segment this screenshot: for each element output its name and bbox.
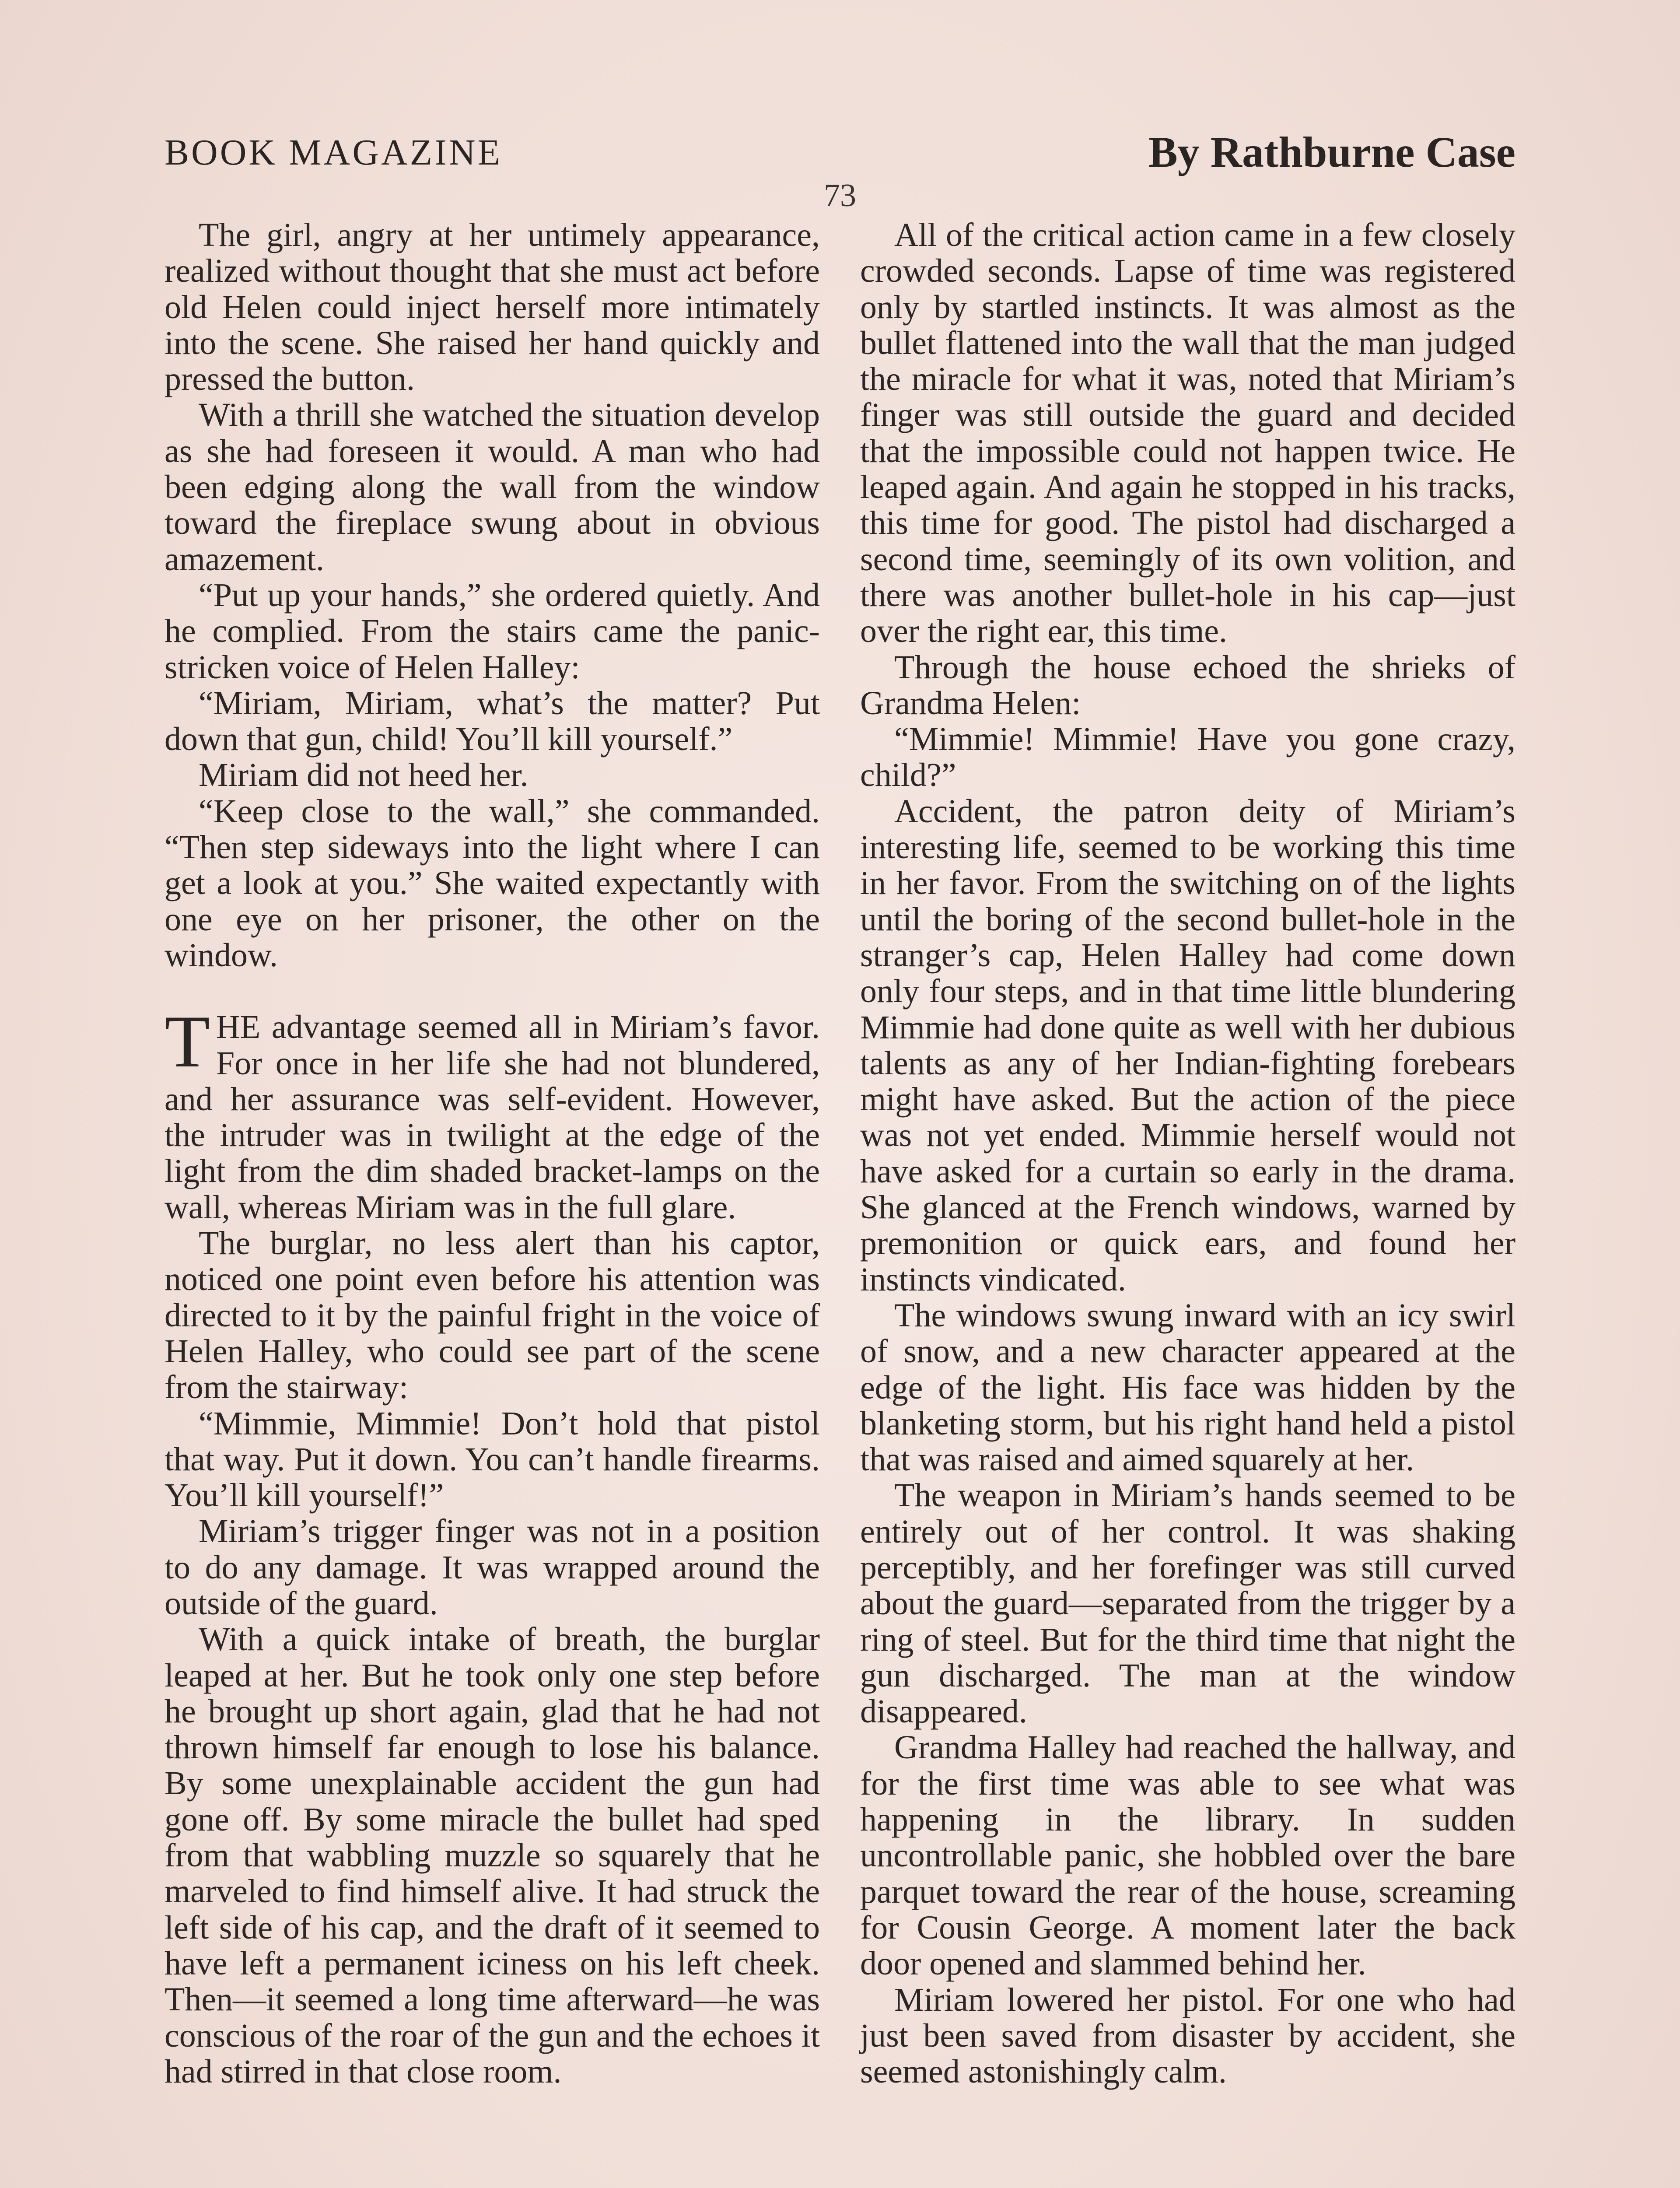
- paragraph: The windows swung inward with an icy swirl of snow, and a new character appeared at the edge of the light. His face was hidden by the blanketing storm, but his right hand held a pistol that was raised and aimed squarely at her.: [860, 1297, 1516, 1478]
- paragraph: “Mimmie! Mimmie! Have you gone crazy, child?”: [860, 721, 1516, 794]
- paragraph: Miriam lowered her pistol. For one who had just been saved from disaster by accident, she seemed astonishingly calm.: [860, 1981, 1516, 2090]
- section-opening-text: HE advantage seemed all in Miriam’s favor. For once in her life she had not blundered, and her assurance was self-evident. However, the intruder was in twilight at the edge of the light from the dim shaded bracket-lamps on the wall, whereas Miriam was in the full glare.: [164, 1009, 820, 1226]
- paragraph: “Keep close to the wall,” she commanded. “Then step sideways into the light where I can get a look at you.” She waited expectantly with one eye on her prisoner, the other on the window.: [164, 792, 820, 974]
- paragraph: “Mimmie, Mimmie! Don’t hold that pistol that way. Put it down. You can’t handle firearms. You’ll kill yourself!”: [164, 1405, 820, 1514]
- paragraph: Miriam’s trigger finger was not in a position to do any damage. It was wrapped around the outside of the guard.: [164, 1513, 820, 1622]
- drop-cap: T: [164, 1000, 210, 1083]
- page-header: [164, 127, 1516, 184]
- paragraph: “Put up your hands,” she ordered quietly. And he complied. From the stairs came the panic-stricken voice of Helen Halley:: [164, 576, 820, 686]
- paragraph: The burglar, no less alert than his captor, noticed one point even before his attention was directed to it by the painful fright in the voice of Helen Halley, who could see part of the scene from the stairway:: [164, 1225, 820, 1406]
- paragraph: Grandma Halley had reached the hallway, and for the first time was able to see what was happening in the library. In sudden uncontrollable panic, she hobbled over the bare parquet toward the rear of the house, screaming for Cousin George. A moment later the back door opened and slammed behind her.: [860, 1729, 1516, 1982]
- paragraph: With a thrill she watched the situation develop as she had foreseen it would. A man who had been edging along the wall from the window toward the fireplace swung about in obvious amazement.: [164, 396, 820, 578]
- author-byline: By Rathburne Case: [1148, 128, 1516, 176]
- left-column: [164, 217, 820, 2090]
- paragraph: All of the critical action came in a few closely crowded seconds. Lapse of time was registered only by startled instincts. It was almost as the bullet flattened into the wall that the man judged the miracle for what it was, noted that Miriam’s finger was still outside the guard and decided that the impossible could not happen twice. He leaped again. And again he stopped in his tracks, this time for good. The pistol had discharged a second time, seemingly of its own volition, and there was another bullet-hole in his cap—just over the right ear, this time.: [860, 217, 1516, 650]
- right-column: [860, 217, 1516, 2090]
- page-number: 73: [824, 178, 856, 214]
- paragraph: With a quick intake of breath, the burglar leaped at her. But he took only one step before he brought up short again, glad that he had not thrown himself far enough to lose his balance. By some unexplainable accident the gun had gone off. By some miracle the bullet had sped from that wabbling muzzle so squarely that he marveled to find himself alive. It had struck the left side of his cap, and the draft of it seemed to have left a permanent iciness on his left cheek. Then—it seemed a long time afterward—he was conscious of the roar of the gun and the echoes it had stirred in that close room.: [164, 1621, 820, 2090]
- section-opening-paragraph: [164, 1000, 820, 1226]
- section-gap: [164, 973, 820, 1009]
- paragraph: Accident, the patron deity of Miriam’s interesting life, seemed to be working this time in her favor. From the switching on of the lights until the boring of the second bullet-hole in the stranger’s cap, Helen Halley had come down only four steps, and in that time little blundering Mimmie had done quite as well with her dubious talents as any of her Indian-fighting forebears might have asked. But the action of the piece was not yet ended. Mimmie herself would not have asked for a curtain so early in the drama. She glanced at the French windows, warned by premonition or quick ears, and found her instincts vindicated.: [860, 792, 1516, 1298]
- paragraph: The girl, angry at her untimely appearance, realized without thought that she must act before old Helen could inject herself more intimately into the scene. She raised her hand quickly and pressed the button.: [164, 217, 820, 398]
- magazine-title: BOOK MAGAZINE: [164, 132, 502, 173]
- paragraph: “Miriam, Miriam, what’s the matter? Put down that gun, child! You’ll kill yourself.”: [164, 684, 820, 758]
- paragraph: The weapon in Miriam’s hands seemed to be entirely out of her control. It was shaking perceptibly, and her forefinger was still curved about the guard—separated from the trigger by a ring of steel. But for the third time that night the gun discharged. The man at the window disappeared.: [860, 1477, 1516, 1730]
- paragraph: Through the house echoed the shrieks of Grandma Helen:: [860, 649, 1516, 722]
- paragraph: Miriam did not heed her.: [199, 757, 528, 794]
